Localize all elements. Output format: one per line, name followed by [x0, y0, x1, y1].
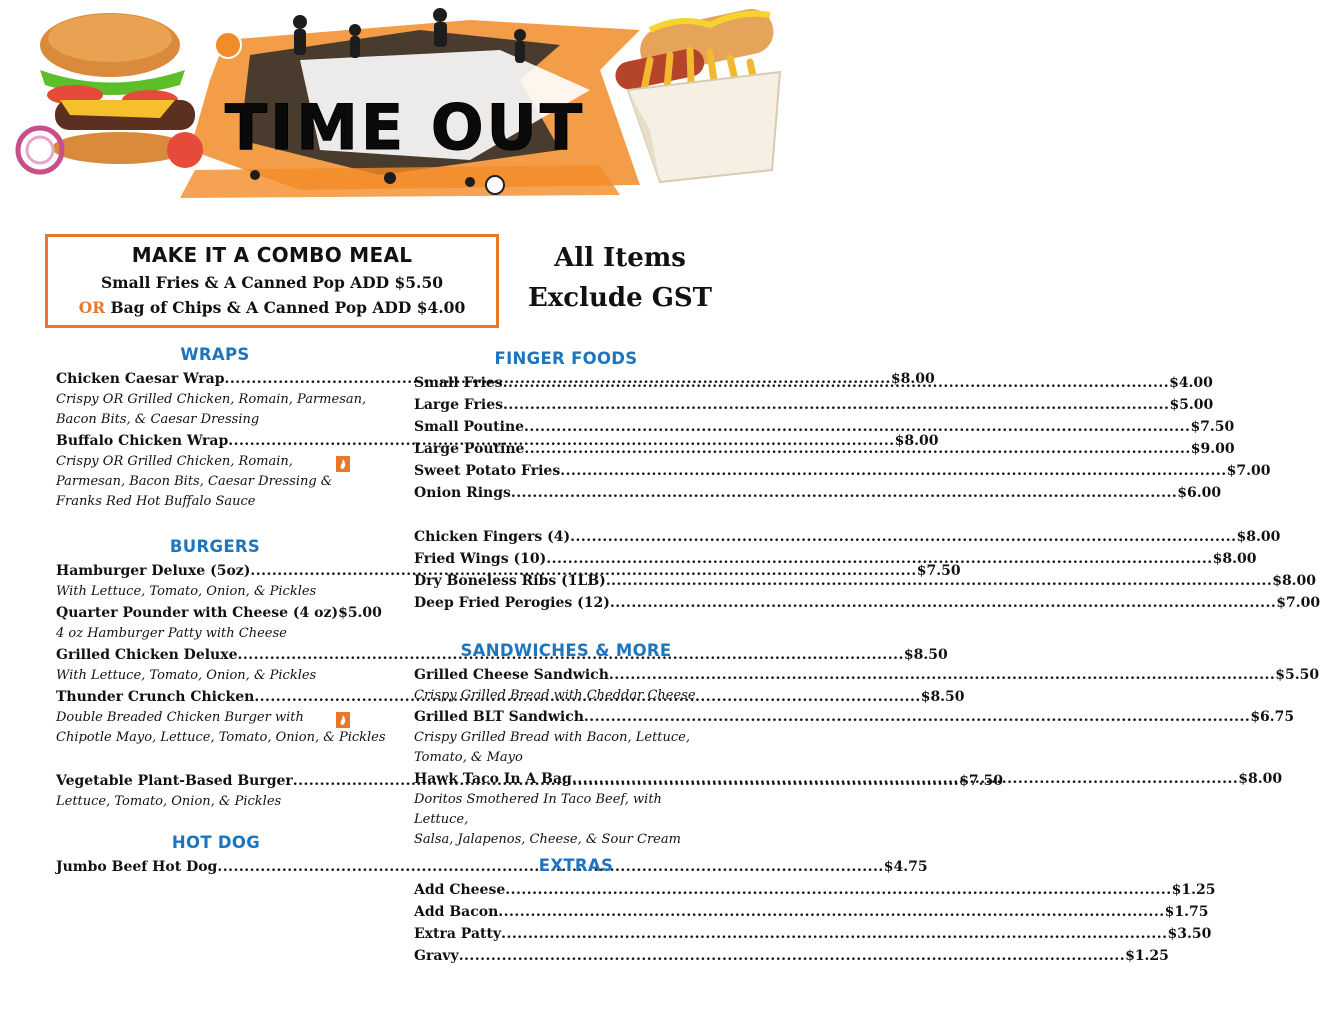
sandwiches-heading: SANDWICHES & MORE [460, 641, 672, 660]
item-description: With Lettuce, Tomato, Onion, & Pickles [56, 668, 317, 683]
item-name: Quarter Pounder with Cheese (4 oz) [56, 605, 339, 621]
item-price: $8.00 [1212, 551, 1257, 567]
restaurant-title: TIME OUT [224, 91, 586, 164]
item-name: Large Poutine [414, 441, 525, 457]
item-description: Franks Red Hot Buffalo Sauce [56, 494, 256, 509]
menu-item [414, 706, 1295, 728]
item-name: Small Fries [414, 375, 503, 391]
item-price: $9.00 [1190, 441, 1235, 457]
item-name: Add Bacon [414, 904, 499, 920]
item-price: $4.00 [1169, 375, 1213, 391]
item-price: $5.00 [338, 605, 382, 621]
item-description: Crispy OR Grilled Chicken, Romain, Parmesan, [56, 392, 367, 407]
gst-note [520, 238, 720, 318]
item-price: $5.50 [1275, 667, 1320, 683]
burger-image [18, 13, 203, 172]
combo-title: MAKE IT A COMBO MEAL [131, 243, 413, 267]
item-name: Sweet Potato Fries [414, 463, 561, 479]
item-price: $3.50 [1167, 926, 1212, 942]
item-price: $6.75 [1250, 709, 1295, 725]
item-price: $8.00 [1236, 529, 1281, 545]
combo-or-word: OR [78, 298, 106, 317]
item-name: Hamburger Deluxe (5oz) [56, 563, 251, 579]
item-description: Double Breaded Chicken Burger with [56, 710, 304, 725]
item-name: Add Cheese [414, 882, 506, 898]
item-price: $8.00 [890, 371, 935, 387]
item-description: Crispy OR Grilled Chicken, Romain, [56, 454, 293, 469]
wraps-heading: WRAPS [180, 345, 250, 364]
menu-item [56, 602, 382, 624]
combo-option-chips-text: Bag of Chips & A Canned Pop ADD $4.00 [105, 298, 466, 317]
item-price: $7.00 [1226, 463, 1271, 479]
item-name: Extra Patty [414, 926, 502, 942]
finger-foods-section [414, 348, 1320, 614]
item-price: $8.00 [1272, 573, 1317, 589]
spicy-flame-icon [336, 712, 350, 728]
item-name: Grilled BLT Sandwich [414, 709, 584, 725]
gst-note-line2: Exclude GST [527, 283, 713, 313]
menu-item [414, 394, 1214, 416]
item-price: $8.50 [903, 647, 948, 663]
spicy-flame-icon [336, 456, 350, 472]
menu-item [414, 879, 1216, 901]
item-price: $1.25 [1125, 948, 1169, 964]
menu-item [414, 664, 1320, 686]
menu-item [414, 416, 1235, 438]
menu-item [414, 901, 1209, 923]
menu-item [414, 460, 1271, 482]
item-description: Salsa, Jalapenos, Cheese, & Sour Cream [414, 832, 681, 847]
item-description: Bacon Bits, & Caesar Dressing [56, 412, 260, 427]
item-price: $7.50 [1190, 419, 1235, 435]
item-price: $1.25 [1171, 882, 1216, 898]
item-name: Large Fries [414, 397, 504, 413]
item-price: $8.00 [1238, 771, 1283, 787]
item-name: Jumbo Beef Hot Dog [56, 859, 218, 875]
combo-option-fries: Small Fries & A Canned Pop ADD $5.50 [100, 273, 444, 292]
item-name: Deep Fried Perogies (12) [414, 595, 610, 611]
item-name: Chicken Fingers (4) [414, 529, 571, 545]
menu-item [414, 592, 1320, 614]
item-description: Crispy Grilled Bread with Bacon, Lettuce, [414, 730, 690, 745]
item-name: Gravy [414, 948, 459, 964]
item-description: Doritos Smothered In Taco Beef, with Lettuce, [414, 792, 662, 827]
item-description: Lettuce, Tomato, Onion, & Pickles [56, 794, 282, 809]
item-name: Grilled Cheese Sandwich [414, 667, 609, 683]
item-price: $7.00 [1276, 595, 1320, 611]
item-price: $7.50 [959, 773, 1004, 789]
item-price: $4.75 [883, 859, 928, 875]
item-name: Dry Boneless Ribs (1LB) [414, 573, 606, 589]
item-name: Vegetable Plant-Based Burger [56, 773, 293, 789]
menu-item [414, 526, 1281, 548]
item-price: $5.00 [1169, 397, 1214, 413]
item-name: Fried Wings (10) [414, 551, 547, 567]
item-price: $7.50 [916, 563, 961, 579]
item-name: Small Poutine [414, 419, 525, 435]
hotdog-heading: HOT DOG [171, 833, 261, 852]
burgers-heading: BURGERS [169, 537, 261, 556]
item-name: Thunder Crunch Chicken [56, 689, 255, 705]
menu-item [414, 923, 1212, 945]
item-price: $6.00 [1177, 485, 1222, 501]
item-description: 4 oz Hamburger Patty with Cheese [56, 626, 287, 641]
item-price: $8.00 [894, 433, 939, 449]
combo-option-chips [48, 298, 496, 317]
item-name: Buffalo Chicken Wrap [56, 433, 229, 449]
item-price: $8.50 [920, 689, 965, 705]
item-name: Onion Rings [414, 485, 511, 501]
menu-item [414, 945, 1169, 967]
menu-item [414, 548, 1257, 570]
menu-item [414, 482, 1222, 504]
item-description: Crispy Grilled Bread with Cheddar Cheese [414, 688, 696, 703]
finger-foods-heading: FINGER FOODS [494, 349, 638, 368]
item-name: Grilled Chicken Deluxe [56, 647, 238, 663]
item-price: $1.75 [1164, 904, 1209, 920]
combo-meal-box [45, 234, 499, 328]
item-name: Hawk Taco In A Bag [414, 771, 572, 787]
item-description: Tomato, & Mayo [414, 750, 523, 765]
gst-note-line1: All Items [554, 243, 686, 273]
item-description: Parmesan, Bacon Bits, Caesar Dressing & [56, 474, 333, 489]
header-banner [0, 0, 791, 205]
item-name: Chicken Caesar Wrap [56, 371, 225, 387]
extras-heading: EXTRAS [538, 856, 614, 875]
item-description: With Lettuce, Tomato, Onion, & Pickles [56, 584, 317, 599]
item-description: Chipotle Mayo, Lettuce, Tomato, Onion, & Pickles [56, 730, 386, 745]
